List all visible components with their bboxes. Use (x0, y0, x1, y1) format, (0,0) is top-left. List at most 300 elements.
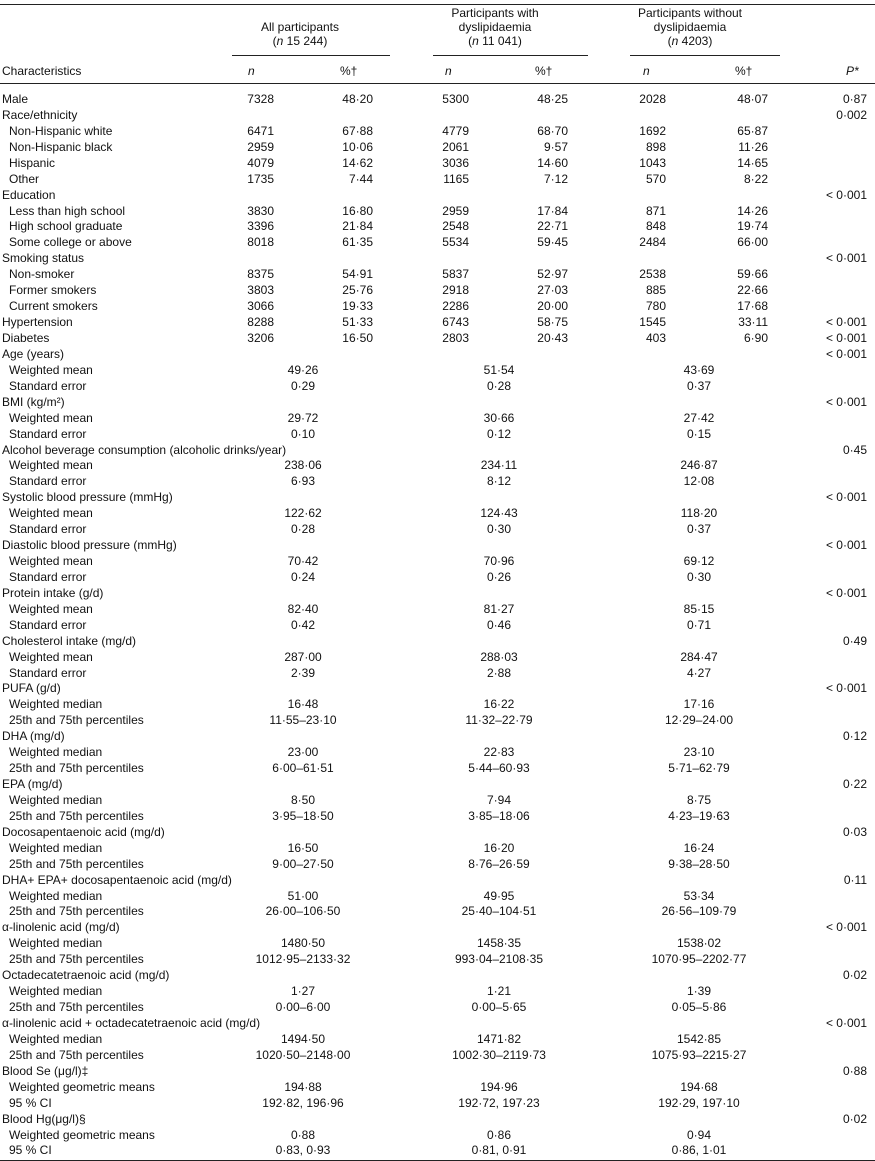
row-label: Weighted mean (9, 458, 93, 473)
value-cell: 288·03 (480, 649, 518, 664)
row-label: Hypertension (2, 315, 73, 329)
row-label: Protein intake (g/d) (2, 585, 104, 600)
row-label: 95 % CI (9, 1143, 52, 1158)
value-cell: 0·12 (486, 426, 512, 441)
table-row (0, 665, 875, 681)
group-n: (n 4203) (667, 34, 713, 48)
table-row (0, 155, 875, 171)
value-cell: 0·37 (686, 378, 712, 393)
value-cell: 1542·85 (676, 1031, 722, 1046)
value-cell: 1480·50 (280, 936, 326, 951)
row-label: Weighted median (9, 792, 103, 807)
group-title: Participants with (451, 6, 539, 20)
pct-cell: 51·33 (342, 315, 373, 329)
pct-cell: 14·65 (737, 155, 768, 170)
n-cell: 3036 (442, 155, 469, 170)
value-cell: 16·24 (683, 840, 715, 855)
header-bottom-rule (0, 83, 875, 84)
value-cell: 0·28 (486, 378, 512, 393)
table-row (0, 1095, 875, 1111)
value-cell: 23·10 (683, 745, 715, 760)
table-row (0, 1142, 875, 1158)
row-label: Standard error (9, 617, 87, 632)
p-value-cell: 0·002 (836, 107, 867, 122)
p-header: P* (846, 64, 859, 78)
p-value-cell: < 0·001 (825, 920, 867, 935)
p-value-cell: < 0·001 (825, 538, 867, 552)
table-row (0, 824, 875, 840)
n-cell: 3830 (247, 203, 274, 218)
table-row (0, 617, 875, 633)
pct-header: %† (735, 64, 753, 78)
pct-cell: 19·33 (342, 299, 373, 314)
row-label: BMI (kg/m²) (2, 394, 65, 409)
group-title-line2: dyslipidaemia (653, 20, 727, 34)
pct-cell: 54·91 (342, 267, 373, 282)
row-label: 95 % CI (9, 1095, 52, 1110)
n-cell: 2061 (442, 139, 469, 154)
group-underline-all (232, 55, 390, 56)
table-row (0, 107, 875, 123)
value-cell: 0·88 (290, 1127, 316, 1142)
row-label: 25th and 75th percentiles (9, 904, 144, 919)
value-cell: 11·55–23·10 (269, 713, 337, 728)
group-underline-without (630, 55, 780, 56)
pct-cell: 48·07 (737, 92, 768, 106)
table-row (0, 505, 875, 521)
table-row (0, 123, 875, 139)
p-value-cell: < 0·001 (825, 585, 867, 600)
group-header-without (610, 6, 770, 48)
value-cell: 69·12 (683, 554, 715, 568)
n-cell: 3206 (247, 330, 274, 345)
value-cell: 85·15 (683, 601, 715, 616)
value-cell: 51·00 (287, 888, 319, 903)
pct-cell: 14·62 (342, 155, 373, 170)
row-label: Non-smoker (9, 267, 75, 282)
table-row (0, 298, 875, 314)
n-cell: 2918 (442, 283, 469, 298)
row-label: Hispanic (9, 155, 56, 170)
table-row (0, 266, 875, 282)
table-row (0, 712, 875, 728)
row-label: Standard error (9, 665, 87, 680)
table-row (0, 410, 875, 426)
row-label: Standard error (9, 474, 87, 489)
value-cell: 0·05–5·86 (671, 1000, 727, 1014)
n-cell: 8018 (247, 235, 274, 250)
pct-cell: 67·88 (342, 123, 373, 138)
value-cell: 0·86, 1·01 (671, 1143, 727, 1158)
table-row (0, 282, 875, 298)
table-row (0, 442, 875, 458)
table-row (0, 808, 875, 824)
value-cell: 192·72, 197·23 (458, 1095, 540, 1110)
table-row (0, 171, 875, 187)
table-row (0, 760, 875, 776)
pct-cell: 16·80 (342, 203, 373, 218)
n-cell: 5534 (442, 235, 469, 250)
row-label: Non-Hispanic black (9, 139, 113, 154)
p-value-cell: < 0·001 (825, 681, 867, 696)
table-row (0, 951, 875, 967)
pct-cell: 65·87 (737, 123, 768, 138)
value-cell: 4·27 (686, 665, 712, 680)
value-cell: 23·00 (287, 745, 319, 760)
n-cell: 6471 (247, 123, 274, 138)
value-cell: 0·15 (686, 426, 712, 441)
n-cell: 1043 (639, 155, 666, 170)
row-label: Weighted median (9, 745, 103, 760)
value-cell: 0·37 (686, 522, 712, 537)
n-cell: 898 (645, 139, 666, 154)
value-cell: 993·04–2108·35 (454, 952, 544, 967)
value-cell: 26·56–109·79 (661, 904, 737, 919)
value-cell: 49·26 (287, 362, 319, 377)
value-cell: 194·68 (680, 1079, 718, 1094)
row-label: Cholesterol intake (mg/d) (2, 633, 137, 648)
p-value-cell: < 0·001 (825, 346, 867, 361)
row-label: DHA (mg/d) (2, 729, 65, 744)
pct-cell: 59·66 (737, 267, 768, 282)
n-cell: 2959 (247, 139, 274, 154)
row-label: Standard error (9, 522, 87, 537)
table-row (0, 473, 875, 489)
pct-cell: 17·68 (737, 299, 768, 314)
n-cell: 8288 (247, 315, 274, 329)
n-cell: 8375 (247, 267, 274, 282)
group-title-line2: dyslipidaemia (458, 20, 532, 34)
table-row (0, 919, 875, 935)
table-row (0, 1047, 875, 1063)
table-row (0, 203, 875, 219)
p-value-cell: 0·11 (843, 872, 867, 887)
row-label: Weighted mean (9, 649, 93, 664)
p-value-cell: 0·88 (842, 1063, 867, 1078)
value-cell: 53·34 (683, 888, 715, 903)
table-row (0, 903, 875, 919)
value-cell: 8·50 (290, 792, 316, 807)
pct-cell: 9·57 (543, 139, 568, 154)
row-label: Blood Se (μg/l)‡ (2, 1063, 89, 1078)
group-header-with (415, 6, 575, 48)
pct-cell: 52·97 (537, 267, 568, 282)
pct-cell: 20·43 (537, 330, 568, 345)
row-label: α-linolenic acid + octadecatetraenoic acid (mg/d) (2, 1015, 261, 1030)
n-cell: 6743 (442, 315, 469, 329)
p-value-cell: 0·45 (842, 442, 867, 457)
n-cell: 5300 (442, 92, 469, 106)
value-cell: 27·42 (683, 410, 715, 425)
value-cell: 12·08 (683, 474, 715, 489)
table-row (0, 187, 875, 203)
p-value-cell: < 0·001 (825, 394, 867, 409)
n-cell: 871 (645, 203, 666, 218)
value-cell: 0·10 (290, 426, 316, 441)
row-label: Weighted mean (9, 362, 93, 377)
value-cell: 118·20 (680, 506, 718, 521)
row-label: Standard error (9, 569, 87, 584)
value-cell: 1458·35 (476, 936, 522, 951)
n-cell: 885 (645, 283, 666, 298)
p-value-cell: 0·49 (842, 633, 867, 648)
table-row (0, 1031, 875, 1047)
table-row (0, 649, 875, 665)
value-cell: 1471·82 (476, 1031, 522, 1046)
row-label: 25th and 75th percentiles (9, 952, 144, 967)
pct-cell: 11·26 (738, 139, 768, 154)
value-cell: 29·72 (287, 410, 319, 425)
group-header-all (225, 20, 375, 48)
table-row (0, 585, 875, 601)
n-cell: 3066 (247, 299, 274, 314)
value-cell: 194·96 (480, 1079, 518, 1094)
n-cell: 2538 (639, 267, 666, 282)
value-cell: 238·06 (284, 458, 322, 473)
value-cell: 1·21 (486, 984, 512, 999)
p-value-cell: < 0·001 (825, 330, 867, 345)
row-label: Other (9, 171, 40, 186)
row-label: Weighted geometric means (9, 1079, 155, 1094)
pct-cell: 68·70 (537, 123, 568, 138)
p-value-cell: 0·12 (842, 729, 867, 744)
n-cell: 2484 (639, 235, 666, 250)
value-cell: 8·12 (486, 474, 512, 489)
table-row (0, 553, 875, 569)
table-row (0, 967, 875, 983)
row-label: 25th and 75th percentiles (9, 761, 144, 776)
table-row (0, 856, 875, 872)
row-label: Smoking status (2, 251, 85, 266)
table-row (0, 601, 875, 617)
row-label: DHA+ EPA+ docosapentaenoic acid (mg/d) (2, 872, 232, 887)
table-row (0, 537, 875, 553)
row-label: 25th and 75th percentiles (9, 856, 144, 871)
table-row (0, 250, 875, 266)
n-cell: 2286 (442, 299, 469, 314)
value-cell: 43·69 (683, 362, 715, 377)
n-header: n (643, 64, 650, 78)
table-row (0, 378, 875, 394)
table-row (0, 888, 875, 904)
row-label: Octadecatetraenoic acid (mg/d) (2, 968, 170, 983)
value-cell: 6·00–61·51 (272, 761, 334, 776)
row-label: PUFA (g/d) (2, 681, 61, 696)
row-label: Weighted median (9, 984, 103, 999)
group-n: (n 15 244) (272, 34, 328, 48)
table-row (0, 744, 875, 760)
value-cell: 30·66 (483, 410, 515, 425)
pct-cell: 25·76 (342, 283, 373, 298)
value-cell: 1012·95–2133·32 (255, 952, 351, 967)
pct-cell: 20·00 (537, 299, 568, 314)
pct-cell: 48·20 (342, 92, 373, 106)
p-value-cell: < 0·001 (825, 1015, 867, 1030)
value-cell: 25·40–104·51 (461, 904, 537, 919)
p-value-cell: 0·22 (842, 777, 867, 791)
value-cell: 16·50 (287, 840, 319, 855)
value-cell: 8·76–26·59 (468, 856, 530, 871)
row-label: Weighted mean (9, 601, 93, 616)
value-cell: 192·82, 196·96 (262, 1095, 344, 1110)
table-row (0, 426, 875, 442)
pct-cell: 58·75 (537, 315, 568, 329)
pct-cell: 33·11 (738, 315, 768, 329)
table-row (0, 840, 875, 856)
table-row (0, 234, 875, 250)
n-cell: 780 (645, 299, 666, 314)
n-cell: 3396 (247, 219, 274, 234)
value-cell: 122·62 (284, 506, 322, 521)
value-cell: 2·88 (486, 665, 512, 680)
p-value-cell: 0·87 (842, 92, 867, 106)
row-label: Current smokers (9, 299, 98, 314)
value-cell: 284·47 (680, 649, 718, 664)
pct-cell: 17·84 (537, 203, 568, 218)
row-label: 25th and 75th percentiles (9, 713, 144, 728)
table-row (0, 983, 875, 999)
row-label: Weighted mean (9, 554, 93, 568)
value-cell: 0·28 (290, 522, 316, 537)
p-value-cell: 0·03 (842, 824, 867, 839)
value-cell: 124·43 (480, 506, 518, 521)
n-cell: 2803 (442, 330, 469, 345)
n-cell: 1165 (443, 171, 469, 186)
n-cell: 2028 (639, 92, 666, 106)
value-cell: 2·39 (290, 665, 316, 680)
row-label: Docosapentaenoic acid (mg/d) (2, 824, 165, 839)
value-cell: 1538·02 (676, 936, 722, 951)
n-cell: 4779 (442, 123, 469, 138)
table-row (0, 935, 875, 951)
row-label: Weighted geometric means (9, 1127, 155, 1142)
table-row (0, 569, 875, 585)
pct-cell: 14·60 (537, 155, 568, 170)
value-cell: 1494·50 (280, 1031, 326, 1046)
table-row (0, 362, 875, 378)
row-label: Standard error (9, 378, 87, 393)
row-label: Weighted median (9, 1031, 103, 1046)
value-cell: 81·27 (483, 601, 515, 616)
table-row (0, 633, 875, 649)
table-row (0, 728, 875, 744)
table-row (0, 314, 875, 330)
row-label: Systolic blood pressure (mmHg) (2, 490, 173, 505)
value-cell: 194·88 (284, 1079, 322, 1094)
pct-cell: 19·74 (737, 219, 768, 234)
group-n: (n 11 041) (468, 34, 522, 48)
pct-cell: 66·00 (737, 235, 768, 250)
value-cell: 9·38–28·50 (668, 856, 730, 871)
row-label: 25th and 75th percentiles (9, 1000, 144, 1014)
value-cell: 0·94 (686, 1127, 712, 1142)
pct-cell: 22·71 (537, 219, 568, 234)
pct-cell: 61·35 (342, 235, 373, 250)
pct-cell: 6·90 (743, 330, 768, 345)
table-row (0, 139, 875, 155)
table-row (0, 346, 875, 362)
table-top-rule (0, 4, 875, 5)
n-cell: 848 (645, 219, 666, 234)
n-header: n (445, 64, 452, 78)
table-row (0, 489, 875, 505)
value-cell: 4·23–19·63 (668, 808, 730, 823)
value-cell: 7·94 (486, 792, 512, 807)
value-cell: 5·44–60·93 (468, 761, 530, 776)
pct-cell: 10·06 (342, 139, 373, 154)
p-value-cell: < 0·001 (825, 187, 867, 202)
table-row (0, 330, 875, 346)
pct-cell: 7·44 (348, 171, 373, 186)
value-cell: 6·93 (290, 474, 316, 489)
pct-cell: 22·66 (737, 283, 768, 298)
pct-cell: 59·45 (537, 235, 568, 250)
n-cell: 5837 (442, 267, 469, 282)
table-row (0, 1079, 875, 1095)
value-cell: 234·11 (480, 458, 518, 473)
row-label: 25th and 75th percentiles (9, 808, 144, 823)
row-label: Standard error (9, 426, 87, 441)
n-cell: 403 (645, 330, 666, 345)
row-label: α-linolenic acid (mg/d) (2, 920, 120, 935)
group-underline-with (433, 55, 588, 56)
n-cell: 1545 (639, 315, 666, 329)
row-label: Weighted mean (9, 410, 93, 425)
value-cell: 17·16 (683, 697, 715, 712)
n-cell: 1692 (639, 123, 666, 138)
pct-cell: 27·03 (537, 283, 568, 298)
value-cell: 0·29 (290, 378, 316, 393)
value-cell: 0·86 (486, 1127, 512, 1142)
row-label: High school graduate (9, 219, 123, 234)
row-label: Weighted mean (9, 506, 93, 521)
value-cell: 1070·95–2202·77 (651, 952, 747, 967)
row-label: Non-Hispanic white (9, 123, 113, 138)
value-cell: 16·20 (483, 840, 515, 855)
pct-cell: 7·12 (543, 171, 568, 186)
value-cell: 70·42 (287, 554, 319, 568)
p-value-cell: 0·02 (842, 968, 867, 983)
n-cell: 2959 (442, 203, 469, 218)
characteristics-header: Characteristics (2, 64, 82, 78)
n-header: n (248, 64, 255, 78)
value-cell: 9·00–27·50 (272, 856, 334, 871)
n-cell: 7328 (247, 92, 274, 106)
table-row (0, 1111, 875, 1127)
row-label: Education (2, 187, 56, 202)
row-label: Weighted median (9, 936, 103, 951)
pct-cell: 21·84 (342, 219, 373, 234)
value-cell: 0·00–5·65 (471, 1000, 527, 1014)
table-row (0, 792, 875, 808)
n-cell: 1735 (247, 171, 274, 186)
table-row (0, 696, 875, 712)
table-row (0, 521, 875, 537)
value-cell: 0·42 (290, 617, 316, 632)
value-cell: 12·29–24·00 (664, 713, 734, 728)
value-cell: 287·00 (284, 649, 322, 664)
group-title: All participants (260, 20, 340, 34)
value-cell: 0·46 (486, 617, 512, 632)
table-row (0, 872, 875, 888)
row-label: Less than high school (9, 203, 126, 218)
table-row (0, 457, 875, 473)
value-cell: 8·75 (686, 792, 712, 807)
row-label: Age (years) (2, 346, 65, 361)
value-cell: 51·54 (483, 362, 515, 377)
table-row (0, 999, 875, 1015)
pct-header: %† (340, 64, 358, 78)
